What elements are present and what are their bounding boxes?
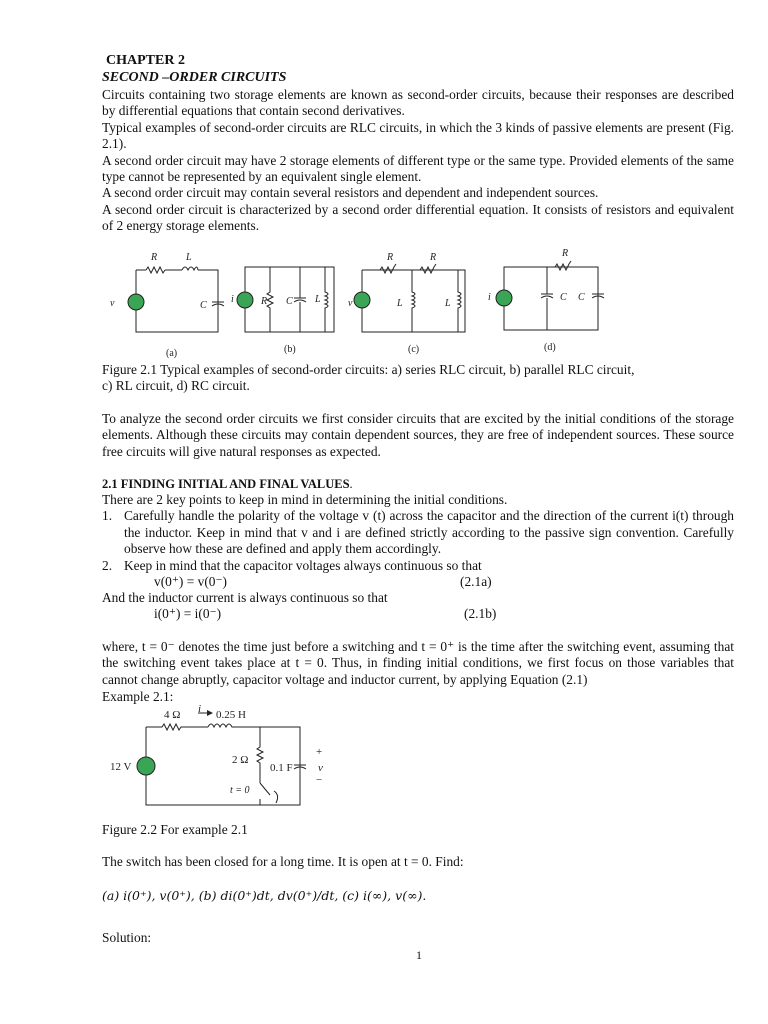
fig-label-c: (c) xyxy=(408,344,420,355)
paragraph: A second order circuit may have 2 storage elements of different type or the same type. Provided elements of the same type cannot be represented by an equivalent single element. xyxy=(102,152,734,185)
paragraph: A second order circuit is characterized by a second order differential equation. It consists of resistors and equivalent of 2 energy storage elements. xyxy=(102,201,734,234)
svg-text:C: C xyxy=(578,292,585,303)
chapter-title: SECOND –ORDER CIRCUITS xyxy=(102,70,287,85)
svg-text:C: C xyxy=(560,292,567,303)
paragraph: A second order circuit may contain several resistors and dependent and independent sources. xyxy=(102,185,599,201)
svg-text:R: R xyxy=(151,252,158,263)
svg-text:L: L xyxy=(186,252,192,263)
paragraph: Typical examples of second-order circuits are RLC circuits, in which the 3 kinds of passive elements are present (Fig. 2.1). xyxy=(102,119,734,152)
minus-sign: − xyxy=(316,774,323,786)
svg-text:R: R xyxy=(261,296,268,307)
capacitor-label: 0.1 F xyxy=(270,762,293,774)
fig-label-b: (b) xyxy=(284,344,296,355)
figure-2-1-caption-cont: c) RL circuit, d) RC circuit. xyxy=(102,378,250,393)
equation-2-1b: i(0⁺) = i(0⁻) xyxy=(154,606,222,621)
switch-label: t = 0 xyxy=(230,785,250,796)
example-label: Example 2.1: xyxy=(102,689,174,704)
solution-label: Solution: xyxy=(102,930,152,945)
list-item: 1. Carefully handle the polarity of the voltage v (t) across the capacitor and the direction of the current i(t) through the inductor. Keep in mind that v and i are defined strictly according to the passive sign convention. Carefully observe how these are defined and apply them accordingly. xyxy=(102,508,734,557)
svg-text:v: v xyxy=(348,298,353,309)
fig-label-d: (d) xyxy=(544,342,556,353)
intro-text xyxy=(102,87,734,235)
svg-text:L: L xyxy=(445,298,451,309)
resistor-2-label: 2 Ω xyxy=(232,754,249,766)
equation-2-1a: v(0⁺) = v(0⁻) xyxy=(154,574,228,589)
problem-statement: The switch has been closed for a long time. It is open at t = 0. Find: xyxy=(102,854,464,869)
figure-2-2-caption: Figure 2.2 For example 2.1 xyxy=(102,822,248,837)
svg-text:C: C xyxy=(286,296,293,307)
voltage-label: v xyxy=(318,762,323,774)
current-label: i xyxy=(198,703,202,715)
analyze-paragraph: To analyze the second order circuits we first consider circuits that are excited by the initial conditions of the storage elements. Although these circuits may contain dependent sources, they are free of independent sources. These source free circuits will give natural responses as expected. xyxy=(102,411,734,459)
resistor-4-label: 4 Ω xyxy=(164,709,181,721)
figure-2-2 xyxy=(100,703,340,815)
plus-sign: + xyxy=(316,746,323,758)
equation-number: (2.1b) xyxy=(464,606,497,621)
svg-text:R: R xyxy=(387,252,394,263)
chapter-label: CHAPTER 2 xyxy=(106,53,185,68)
fig-label-a: (a) xyxy=(166,348,178,359)
section-lead: There are 2 key points to keep in mind in determining the initial conditions. xyxy=(102,492,508,507)
problem-asks: (a) i(0⁺), v(0⁺), (b) di(0⁺)dt, dv(0⁺)/dt, (c) i(∞), v(∞). xyxy=(102,888,427,903)
svg-text:R: R xyxy=(562,248,569,259)
svg-text:v: v xyxy=(110,298,115,309)
svg-text:C: C xyxy=(200,300,207,311)
svg-text:R: R xyxy=(430,252,437,263)
svg-text:i: i xyxy=(231,294,234,305)
paragraph: Circuits containing two storage elements are known as second-order circuits, because their responses are described by differential equations that contain second derivatives. xyxy=(102,87,734,119)
source-label: 12 V xyxy=(110,761,132,773)
inductor-label: 0.25 H xyxy=(216,709,246,721)
equation-number: (2.1a) xyxy=(460,574,492,589)
voltage-source-icon xyxy=(137,757,155,775)
figure-2-1-caption: Figure 2.1 Typical examples of second-order circuits: a) series RLC circuit, b) parallel RLC circuit, xyxy=(102,362,635,377)
page-number: 1 xyxy=(416,948,422,962)
inductor-line: And the inductor current is always continuous so that xyxy=(102,590,388,605)
list-item: 2. Keep in mind that the capacitor voltages always continuous so that xyxy=(102,557,482,573)
section-2-1-body xyxy=(102,492,734,574)
svg-text:i: i xyxy=(488,292,491,303)
svg-text:L: L xyxy=(397,298,403,309)
section-heading: 2.1 FINDING INITIAL AND FINAL VALUES. xyxy=(102,477,353,491)
svg-text:L: L xyxy=(315,294,321,305)
where-paragraph: where, t = 0⁻ denotes the time just before a switching and t = 0⁺ is the time after the switching event, assuming that the switching event takes place at t = 0. Thus, in finding initial conditions, we first focus on those variables that cannot change abruptly, capacitor voltage and inductor current, by applying Equation (2.1) xyxy=(102,639,734,687)
figure-2-1 xyxy=(100,242,620,362)
